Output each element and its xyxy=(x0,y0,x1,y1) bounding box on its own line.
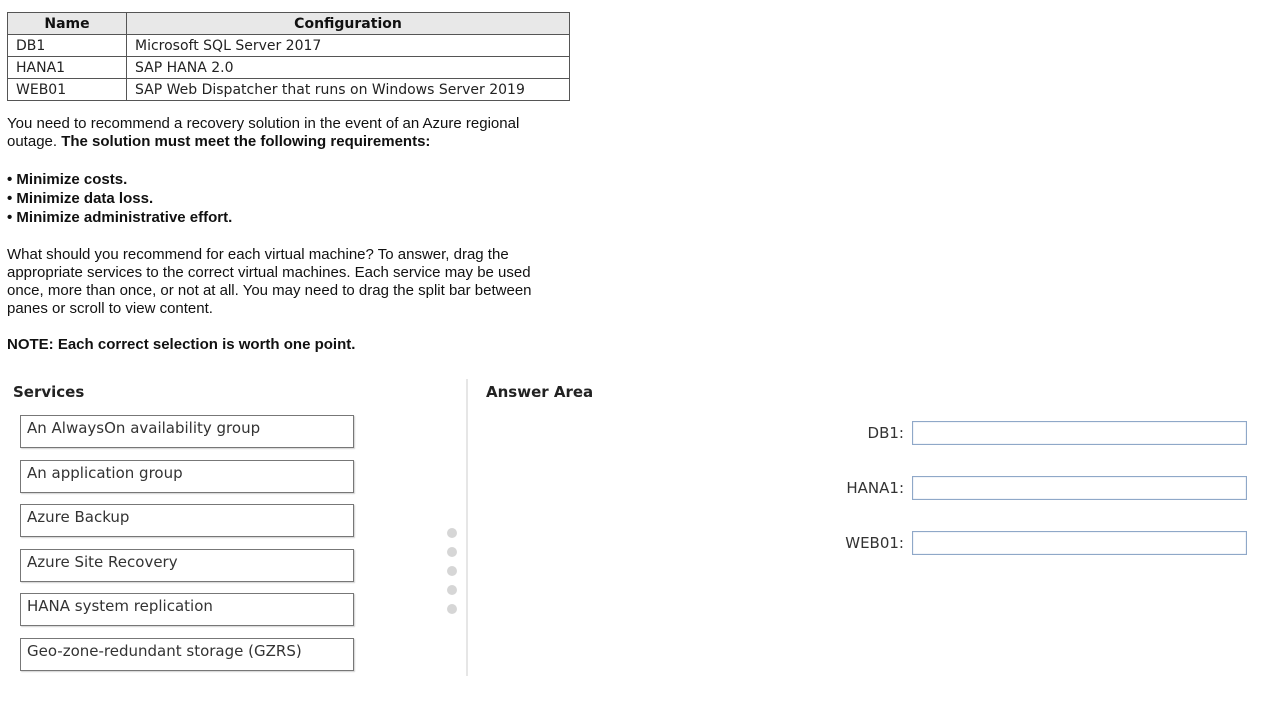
split-bar-handle[interactable] xyxy=(447,528,459,623)
requirement-item: • Minimize costs. xyxy=(7,171,128,188)
cell-configuration: SAP Web Dispatcher that runs on Windows Server 2019 xyxy=(127,79,570,101)
table-row xyxy=(8,57,570,79)
grip-dot-icon xyxy=(447,547,457,557)
column-header-configuration: Configuration xyxy=(127,13,570,35)
cell-name: WEB01 xyxy=(8,79,127,101)
grip-dot-icon xyxy=(447,566,457,576)
grip-dot-icon xyxy=(447,528,457,538)
answer-row-web01 xyxy=(800,531,1248,557)
pane-divider xyxy=(466,379,468,676)
answer-row-hana1 xyxy=(800,476,1248,502)
cell-name: HANA1 xyxy=(8,57,127,79)
service-azure-backup[interactable]: Azure Backup xyxy=(20,504,354,537)
table-header-row xyxy=(8,13,570,35)
service-alwayson-availability-group[interactable]: An AlwaysOn availability group xyxy=(20,415,354,448)
column-header-name: Name xyxy=(8,13,127,35)
cell-configuration: Microsoft SQL Server 2017 xyxy=(127,35,570,57)
services-title: Services xyxy=(13,383,85,401)
cell-name: DB1 xyxy=(8,35,127,57)
answer-row-db1 xyxy=(800,421,1248,447)
drop-target-db1[interactable] xyxy=(912,421,1247,445)
answer-label-db1: DB1: xyxy=(867,424,904,442)
grip-dot-icon xyxy=(447,604,457,614)
question-text xyxy=(7,115,567,354)
note: NOTE: Each correct selection is worth one point. xyxy=(7,336,356,353)
cell-configuration: SAP HANA 2.0 xyxy=(127,57,570,79)
instructions: What should you recommend for each virtual machine? To answer, drag the appropriate services to the correct virtual machines. Each service may be used once, more than once, or not at all. You may need to drag the split bar between panes or scroll to view content. xyxy=(7,246,532,317)
answer-area-title: Answer Area xyxy=(486,383,594,401)
service-gzrs[interactable]: Geo-zone-redundant storage (GZRS) xyxy=(20,638,354,671)
vm-configuration-table xyxy=(7,12,570,101)
drop-target-web01[interactable] xyxy=(912,531,1247,555)
service-hana-system-replication[interactable]: HANA system replication xyxy=(20,593,354,626)
question-intro-paragraph xyxy=(7,115,567,151)
grip-dot-icon xyxy=(447,585,457,595)
requirements-list xyxy=(7,170,567,227)
requirement-item: • Minimize administrative effort. xyxy=(7,209,233,226)
service-azure-site-recovery[interactable]: Azure Site Recovery xyxy=(20,549,354,582)
requirement-item: • Minimize data loss. xyxy=(7,190,154,207)
answer-label-web01: WEB01: xyxy=(845,534,904,552)
requirements-lead: The solution must meet the following requirements: xyxy=(61,133,431,150)
question-intro: You need to recommend a recovery solution in the event of an Azure regional outage. xyxy=(7,115,520,150)
table-row xyxy=(8,79,570,101)
table-row xyxy=(8,35,570,57)
service-application-group[interactable]: An application group xyxy=(20,460,354,493)
drop-target-hana1[interactable] xyxy=(912,476,1247,500)
answer-label-hana1: HANA1: xyxy=(846,479,904,497)
services-list xyxy=(20,415,354,683)
